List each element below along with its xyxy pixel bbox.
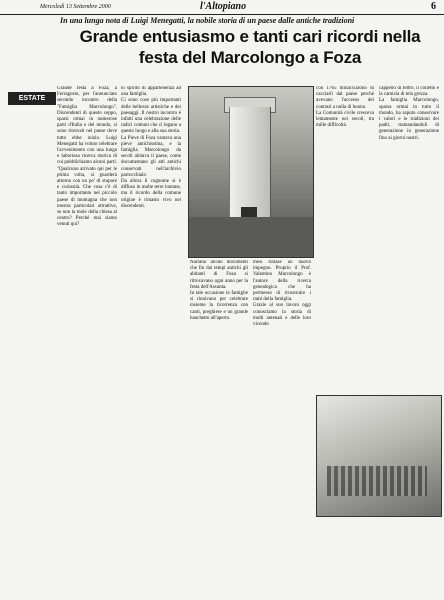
masthead: l'Altopiano	[200, 1, 247, 12]
article-headline: Grande entusiasmo e tanti cari ricordi nella festa del Marcolongo a Foza	[79, 27, 421, 67]
crowd-shape	[327, 466, 427, 496]
article-kicker: In una lunga nota di Luigi Menegatti, la nobile storia di un paese dalle antiche tradizioni	[60, 16, 355, 25]
article-column-2: lo spirito di appartenenza ad una famiglia. Ci sono cose più importanti delle bellezze artistiche e dei paesaggi. Il nostro incontro è infatti una celebrazione delle radici comuni che ci legano a questo luogo e alla sua storia. La Pieve di Foza vantava una pieve antichissima, e la famiglia Marcolongo da secoli abitava il paese, come documentano gli atti antichi conservati nell'archivio parrocchiale. Da allora il cognome si è diffuso in molte terre lontane, ma il ricordo della comune origine è rimasto vivo nei discendenti.	[121, 86, 181, 209]
article-column-3: Narrano alcuni documenti che fin dai tempi antichi gli abitanti di Foza si ritrovavano ogni anno per la festa dell'Assunta. In tale occasione le famiglie si riunivano per celebrare insieme la ricorrenza con canti, preghiere e un grande banchetto all'aperto.	[190, 260, 248, 321]
issue-date: Mercoledì 13 Settembre 2000	[40, 4, 111, 10]
article-column-4: mesi rimase un nuovo impegno. Proprio il Prof. Valentino Marcolongo è l'autore della ricerca genealogica che ha permesso di ricostruire i rami della famiglia. Grazie al suo lavoro oggi conosciamo la storia di molti antenati e delle loro vicende.	[253, 260, 311, 328]
hill-shape	[189, 217, 313, 257]
article-column-5: con 1765 minacciarono di cacciarli dal paese perché avevano l'accesso dei contrari a nulla di buono. La Comunità civile cresceva lentamente nei secoli, tra mille difficoltà.	[316, 86, 374, 129]
church-tower-photo	[188, 86, 314, 258]
procession-photo	[316, 395, 442, 517]
page-number: 6	[431, 1, 436, 12]
page-header	[0, 0, 444, 15]
article-column-6: cappello di feltro, il colletto e la camicia di tela grezza. La famiglia Marcolongo, sparsa ormai in tutto il mondo, ha saputo conservare i valori e le tradizioni dei padri, tramandandoli di generazione in generazione fino ai giorni nostri.	[379, 86, 439, 141]
section-label: ESTATE	[8, 92, 56, 105]
article-column-1: Grande festa a Foza, a Ferragosto, per l'annunciato secondo incontro della "Famiglia Marcolongo". Discendenti di questo ceppo, sparsi ormai in numerose parti d'Italia e del mondo, si sono ritrovati nel paese dove tutto ebbe inizio. Luigi Menegatti ha voluto celebrare l'avvenimento con una lunga e laboriosa ricerca storica di cui pubblichiamo alcuni parti. "Qualcuno arrivato qui per le prima volta, si guarderà attorno con un po' di stupore e curiosità. Che cosa c'è di tanto importante nel piccolo paese di montagna che non mostra particolari attrattive, se non la mole della chiesa al centro? Perché mai siamo venuti qui?	[57, 86, 117, 228]
